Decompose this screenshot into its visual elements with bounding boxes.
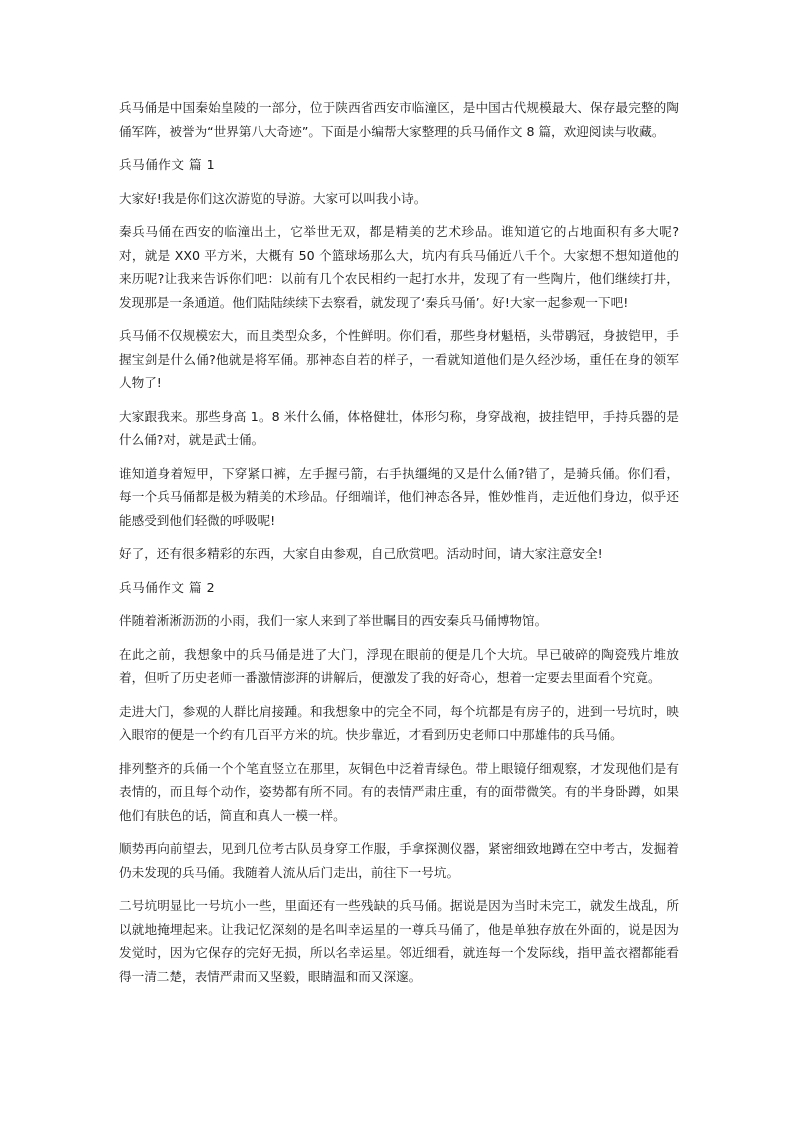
essay-1-title: 兵马俑作文 篇 1 <box>119 157 216 172</box>
essay-2-paragraph: 二号坑明显比一号坑小一些，里面还有一些残缺的兵马俑。据说是因为当时未完工，就发生战乱，所以就地掩埋起来。让我记忆深刻的是名叫幸运星的一尊兵马俑了，他是单独存放在外面的，说是因为发觉时，因为它保存的完好无损，所以名幸运星。邻近细看，就连每一个发际线，指甲盖衣褶都能看得一清二楚，表情严肃而又坚毅，眼睛温和而又深邃。 <box>119 898 679 984</box>
essay-2-paragraph: 伴随着淅淅沥沥的小雨，我们一家人来到了举世瞩目的西安秦兵马俑博物馆。 <box>119 613 548 628</box>
essay-1-paragraph: 谁知道身着短甲，下穿紧口裤，左手握弓箭，右手执缰绳的又是什么俑?错了，是骑兵俑。你们看，每一个兵马俑都是极为精美的术珍品。仔细端详，他们神态各异，惟妙惟肖，走近他们身边，似乎还能感受到他们轻微的呼吸呢! <box>119 465 679 528</box>
essay-2-title: 兵马俑作文 篇 2 <box>119 579 216 595</box>
intro-paragraph: 兵马俑是中国秦始皇陵的一部分，位于陕西省西安市临潼区，是中国古代规模最大、保存最完整的陶俑军阵，被誉为“世界第八大奇迹”。下面是小编帮大家整理的兵马俑作文 8 篇，欢迎阅读与收藏。 <box>119 100 679 139</box>
document-body <box>119 96 679 998</box>
essay-2-paragraph: 在此之前，我想象中的兵马俑是进了大门，浮现在眼前的便是几个大坑。早已破碎的陶瓷残片堆放着，但听了历史老师一番激情澎湃的讲解后，便激发了我的好奇心，想着一定要去里面看个究竟。 <box>119 646 679 685</box>
essay-1-paragraph: 兵马俑不仅规模宏大，而且类型众多，个性鲜明。你们看，那些身材魁梧，头带鹖冠，身披铠甲，手握宝剑是什么俑?他就是将军俑。那神态自若的样子，一看就知道他们是久经沙场，重任在身的领军人物了! <box>119 328 679 390</box>
essay-1-paragraph: 大家跟我来。那些身高 1。8 米什么俑，体格健壮，体形匀称，身穿战袍，披挂铠甲，手持兵器的是什么俑?对，就是武士俑。 <box>119 408 679 447</box>
essay-2-paragraph: 排列整齐的兵俑一个个笔直竖立在那里，灰铜色中泛着青绿色。带上眼镜仔细观察，才发现他们是有表情的，而且每个动作，姿势都有所不同。有的表情严肃庄重，有的面带微笑。有的半身卧蹲，如果他们有肤色的话，简直和真人一模一样。 <box>119 760 679 823</box>
essay-2-paragraph: 顺势再向前望去，见到几位考古队员身穿工作服，手拿探测仪器，紧密细致地蹲在空中考古，发掘着仍未发现的兵马俑。我随着人流从后门走出，前往下一号坑。 <box>119 841 679 880</box>
essay-1-paragraph: 大家好!我是你们这次游览的导游。大家可以叫我小诗。 <box>119 190 427 206</box>
essay-1-paragraph: 好了，还有很多精彩的东西，大家自由参观，自己欣赏吧。活动时间，请大家注意安全! <box>119 546 603 561</box>
essay-1-paragraph: 秦兵马俑在西安的临潼出土，它举世无双，都是精美的艺术珍品。谁知道它的占地面积有多大呢?对，就是 XX0 平方米，大概有 50 个篮球场那么大，坑内有兵马俑近八千个。大家想不想知道他的来历呢?让我来告诉你们吧：以前有几个农民相约一起打水井，发现了有一些陶片，他们继续打井，发现那是一条通道。他们陆陆续续下去察看，就发现了‘秦兵马俑’。好!大家一起参观一下吧! <box>119 224 679 310</box>
essay-2-paragraph: 走进大门，参观的人群比肩接踵。和我想象中的完全不同，每个坑都是有房子的，进到一号坑时，映入眼帘的便是一个约有几百平方米的坑。快步靠近，才看到历史老师口中那雄伟的兵马俑。 <box>119 703 679 742</box>
